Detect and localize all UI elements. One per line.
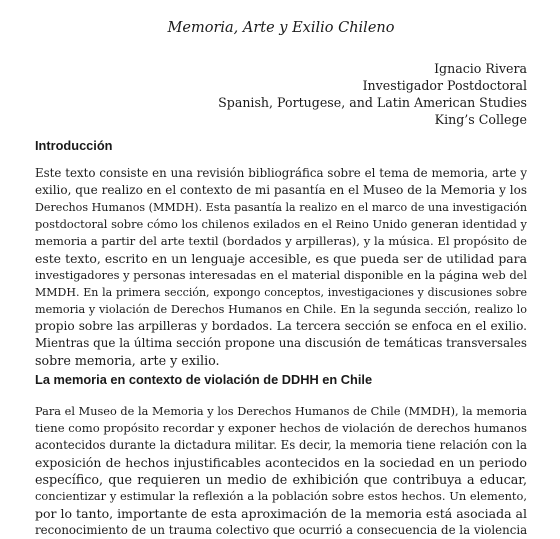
author-name: Ignacio Rivera xyxy=(434,61,527,76)
paragraph-line: exposición de hechos injustificables acontecidos en la sociedad en un periodo xyxy=(35,455,527,470)
paragraph-line: tiene como propósito recordar y exponer hechos de violación de derechos humanos xyxy=(35,421,527,435)
paragraph-line: MMDH. En la primera sección, expongo conceptos, investigaciones y discusiones sobre xyxy=(35,286,527,299)
paragraph-line: postdoctoral sobre cómo los chilenos exilados en el Reino Unido generan identidad y xyxy=(35,217,527,231)
document-title: Memoria, Arte y Exilio Chileno xyxy=(167,20,395,36)
author-position: Investigador Postdoctoral xyxy=(362,78,527,93)
paragraph-line: específico, que requieren un medio de exhibición que contribuya a educar, xyxy=(35,472,527,487)
author-block xyxy=(218,60,527,128)
paragraph-memoria-ddhh xyxy=(35,403,527,539)
paragraph-line: reconocimiento de un trauma colectivo que ocurrió a consecuencia de la violencia xyxy=(35,523,527,537)
author-institution: King’s College xyxy=(434,112,527,127)
paragraph-line: Para el Museo de la Memoria y los Derechos Humanos de Chile (MMDH), la memoria xyxy=(35,405,527,418)
paragraph-line: memoria y violación de Derechos Humanos en Chile. En la segunda sección, realizo lo xyxy=(35,303,527,316)
paragraph-line: propio sobre las arpilleras y bordados. La tercera sección se enfoca en el exilio. xyxy=(35,319,527,333)
paragraph-line: por lo tanto, importante de esta aproximación de la memoria está asociada al xyxy=(35,506,527,521)
paragraph-line: concientizar y estimular la reflexión a la población sobre estos hechos. Un elemento, xyxy=(35,489,527,503)
section-heading-introduccion: Introducción xyxy=(35,138,113,153)
paragraph-line: este texto, escrito en un lenguaje accesible, es que pueda ser de utilidad para xyxy=(35,251,527,266)
author-department: Spanish, Portugese, and Latin American Studies xyxy=(218,95,527,110)
paragraph-line: Este texto consiste en una revisión bibliográfica sobre el tema de memoria, arte y xyxy=(35,166,527,180)
paragraph-line: Derechos Humanos (MMDH). Esta pasantía la realizo en el marco de una investigación xyxy=(35,201,527,214)
paragraph-line: sobre memoria, arte y exilio. xyxy=(35,353,220,368)
paragraph-line: exilio, que realizo en el contexto de mi pasantía en el Museo de la Memoria y los xyxy=(35,183,527,197)
paragraph-line: Mientras que la última sección propone una discusión de temáticas transversales xyxy=(35,336,527,350)
paragraph-line: investigadores y personas interesadas en el material disponible en la página web del xyxy=(35,268,527,282)
section-heading-memoria-ddhh: La memoria en contexto de violación de DDHH en Chile xyxy=(35,372,373,387)
paragraph-introduccion xyxy=(35,165,527,369)
paragraph-line: memoria a partir del arte textil (bordados y arpilleras), y la música. El propósito de xyxy=(35,234,527,248)
paragraph-line: acontecidos durante la dictadura militar. Es decir, la memoria tiene relación con la xyxy=(35,438,527,452)
